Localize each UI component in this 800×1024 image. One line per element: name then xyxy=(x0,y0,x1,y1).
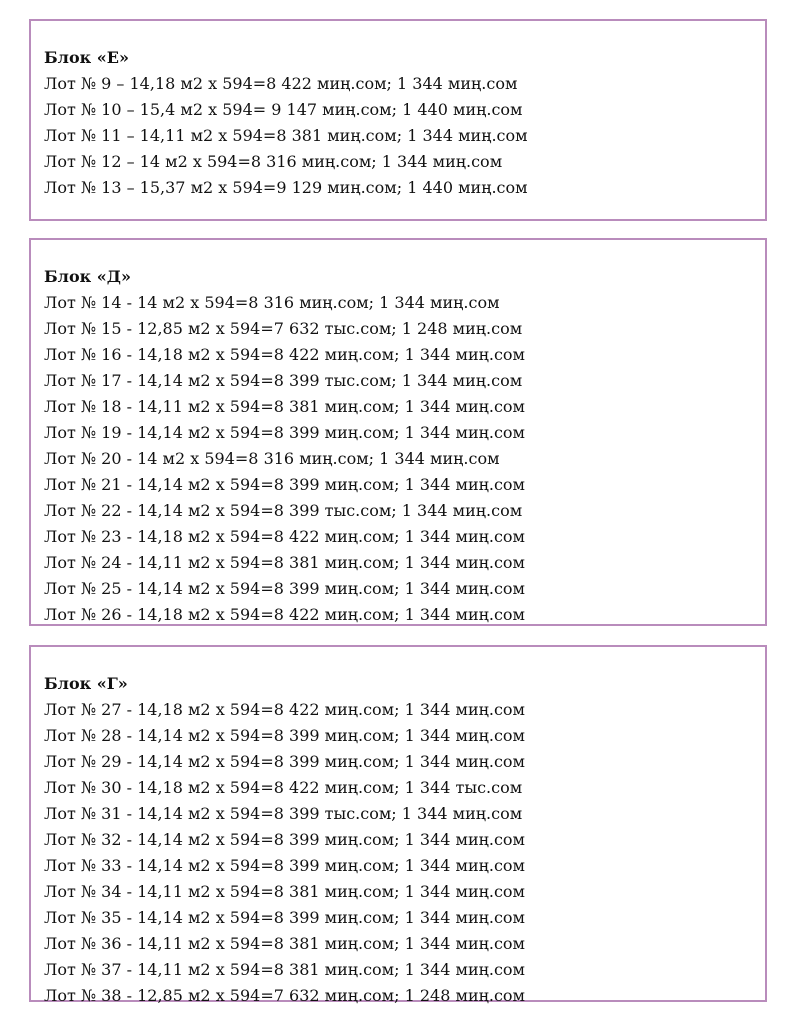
lot-line: Лот № 12 – 14 м2 х 594=8 316 миң.сом; 1 344 миң.сом xyxy=(44,152,503,171)
lot-line: Лот № 24 - 14,11 м2 х 594=8 381 миң.сом; 1 344 миң.сом xyxy=(44,553,525,572)
lot-line: Лот № 35 - 14,14 м2 х 594=8 399 миң.сом; 1 344 миң.сом xyxy=(44,908,525,927)
lot-line: Лот № 16 - 14,18 м2 х 594=8 422 миң.сом; 1 344 миң.сом xyxy=(44,345,525,364)
lot-line: Лот № 33 - 14,14 м2 х 594=8 399 миң.сом; 1 344 миң.сом xyxy=(44,856,525,875)
lot-line: Лот № 25 - 14,14 м2 х 594=8 399 миң.сом; 1 344 миң.сом xyxy=(44,579,525,598)
lot-line: Лот № 23 - 14,18 м2 х 594=8 422 миң.сом; 1 344 миң.сом xyxy=(44,527,525,546)
lot-line: Лот № 26 - 14,18 м2 х 594=8 422 миң.сом; 1 344 миң.сом xyxy=(44,605,525,624)
lot-line: Лот № 11 – 14,11 м2 х 594=8 381 миң.сом; 1 344 миң.сом xyxy=(44,126,528,145)
lot-line: Лот № 22 - 14,14 м2 х 594=8 399 тыс.сом; 1 344 миң.сом xyxy=(44,501,523,520)
lot-line: Лот № 19 - 14,14 м2 х 594=8 399 миң.сом; 1 344 миң.сом xyxy=(44,423,525,442)
lot-line: Лот № 29 - 14,14 м2 х 594=8 399 миң.сом; 1 344 миң.сом xyxy=(44,752,525,771)
lot-line: Лот № 34 - 14,11 м2 х 594=8 381 миң.сом; 1 344 миң.сом xyxy=(44,882,525,901)
lot-line: Лот № 21 - 14,14 м2 х 594=8 399 миң.сом; 1 344 миң.сом xyxy=(44,475,525,494)
lot-line: Лот № 15 - 12,85 м2 х 594=7 632 тыс.сом; 1 248 миң.сом xyxy=(44,319,523,338)
block-title: Блок «Г» xyxy=(44,674,128,693)
lot-line: Лот № 27 - 14,18 м2 х 594=8 422 миң.сом; 1 344 миң.сом xyxy=(44,700,525,719)
lot-line: Лот № 30 - 14,18 м2 х 594=8 422 миң.сом; 1 344 тыс.сом xyxy=(44,778,523,797)
lot-line: Лот № 28 - 14,14 м2 х 594=8 399 миң.сом; 1 344 миң.сом xyxy=(44,726,525,745)
block-g-panel xyxy=(29,645,767,1005)
block-title: Блок «Д» xyxy=(44,267,131,286)
block-d-panel xyxy=(29,238,767,626)
lot-line: Лот № 14 - 14 м2 х 594=8 316 миң.сом; 1 344 миң.сом xyxy=(44,293,500,312)
lot-line: Лот № 37 - 14,11 м2 х 594=8 381 миң.сом; 1 344 миң.сом xyxy=(44,960,525,979)
lot-line: Лот № 18 - 14,11 м2 х 594=8 381 миң.сом; 1 344 миң.сом xyxy=(44,397,525,416)
lot-line: Лот № 32 - 14,14 м2 х 594=8 399 миң.сом; 1 344 миң.сом xyxy=(44,830,525,849)
block-e-panel xyxy=(29,19,767,221)
lot-line: Лот № 13 – 15,37 м2 х 594=9 129 миң.сом; 1 440 миң.сом xyxy=(44,178,528,197)
lot-line: Лот № 38 - 12,85 м2 х 594=7 632 миң.сом; 1 248 миң.сом xyxy=(44,986,525,1005)
lot-line: Лот № 31 - 14,14 м2 х 594=8 399 тыс.сом; 1 344 миң.сом xyxy=(44,804,523,823)
lot-line: Лот № 17 - 14,14 м2 х 594=8 399 тыс.сом; 1 344 миң.сом xyxy=(44,371,523,390)
block-title: Блок «Е» xyxy=(44,48,129,67)
lot-line: Лот № 20 - 14 м2 х 594=8 316 миң.сом; 1 344 миң.сом xyxy=(44,449,500,468)
lot-line: Лот № 10 – 15,4 м2 х 594= 9 147 миң.сом; 1 440 миң.сом xyxy=(44,100,523,119)
lot-line: Лот № 9 – 14,18 м2 х 594=8 422 миң.сом; 1 344 миң.сом xyxy=(44,74,518,93)
lot-line: Лот № 36 - 14,11 м2 х 594=8 381 миң.сом; 1 344 миң.сом xyxy=(44,934,525,953)
